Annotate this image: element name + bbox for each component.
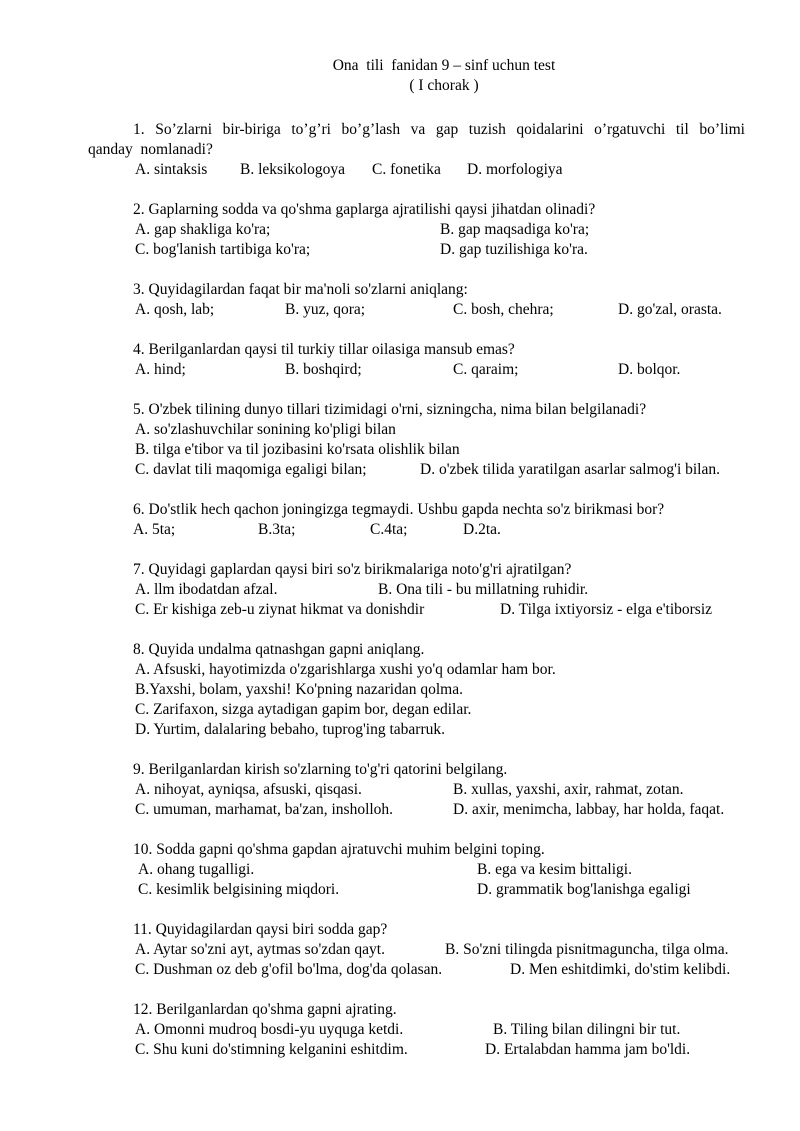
option-A: A. nihoyat, ayniqsa, afsuski, qisqasi. [135, 781, 362, 798]
option-B: B. Tiling bilan dilingni bir tut. [493, 1021, 681, 1038]
question-line [88, 660, 756, 680]
option-D: D. axir, menimcha, labbay, har holda, faqat. [453, 801, 725, 818]
question-line [88, 600, 756, 620]
question-stem: 2. Gaplarning sodda va qo'shma gaplarga ajratilishi qaysi jihatdan olinadi? [133, 201, 596, 218]
question-line [88, 960, 756, 980]
question-line [88, 640, 756, 660]
option-B: B. boshqird; [285, 361, 362, 378]
option-A: A. ohang tugalligi. [138, 861, 255, 878]
option-C: C. umuman, marhamat, ba'zan, insholloh. [135, 801, 394, 818]
document-title: Ona tili fanidan 9 – sinf uchun test [332, 57, 556, 74]
option-D: D. Tilga ixtiyorsiz - elga e'tiborsiz [500, 601, 713, 618]
option-A: A. llm ibodatdan afzal. [135, 581, 278, 598]
question-line [88, 460, 756, 480]
option-A: A. 5ta; [133, 521, 176, 538]
question-4 [88, 340, 756, 380]
option-A: A. qosh, lab; [135, 301, 215, 318]
question-stem: 7. Quyidagi gaplardan qaysi biri so'z birikmalariga noto'g'ri ajratilgan? [133, 561, 572, 578]
option-D: D. Men eshitdimki, do'stim kelibdi. [510, 961, 731, 978]
question-stem: 12. Berilganlardan qo'shma gapni ajrating. [133, 1001, 397, 1018]
question-line [88, 400, 756, 420]
question-line [88, 720, 756, 740]
question-line [88, 1040, 756, 1060]
question-line [88, 200, 756, 220]
question-line [88, 1000, 756, 1020]
option-D: D. morfologiya [467, 161, 563, 178]
question-line [88, 420, 756, 440]
question-3 [88, 280, 756, 320]
option-A: A. sintaksis [135, 161, 208, 178]
option-C: C. Shu kuni do'stimning kelganini eshitdim. [135, 1041, 408, 1058]
question-line [88, 680, 756, 700]
option-C: C. bog'lanish tartibiga ko'ra; [135, 241, 311, 258]
question-line [88, 560, 756, 580]
question-line [88, 840, 756, 860]
question-line [88, 120, 756, 140]
question-line [88, 140, 756, 160]
question-line [88, 1020, 756, 1040]
option-A: A. Afsuski, hayotimizda o'zgarishlarga xushi yo'q odamlar ham bor. [135, 661, 556, 678]
question-line [88, 340, 756, 360]
question-line [88, 280, 756, 300]
option-C: C. Er kishiga zeb-u ziynat hikmat va donishdir [135, 601, 425, 618]
question-line [88, 300, 756, 320]
question-line [88, 940, 756, 960]
question-line [88, 360, 756, 380]
option-A: A. Aytar so'zni ayt, aytmas so'zdan qayt. [135, 941, 385, 958]
question-line [88, 160, 756, 180]
option-A: A. hind; [135, 361, 186, 378]
question-2 [88, 200, 756, 260]
question-line [88, 780, 756, 800]
question-stem: 10. Sodda gapni qo'shma gapdan ajratuvchi muhim belgini toping. [133, 841, 545, 858]
question-line [88, 500, 756, 520]
question-line [88, 240, 756, 260]
option-D: D. bolqor. [618, 361, 681, 378]
option-B: B.3ta; [258, 521, 296, 538]
option-A: A. Omonni mudroq bosdi-yu uyquga ketdi. [135, 1021, 404, 1038]
option-C: C. Zarifaxon, sizga aytadigan gapim bor, degan edilar. [135, 701, 472, 718]
question-line [88, 800, 756, 820]
option-D: D. go'zal, orasta. [618, 301, 722, 318]
document-header [88, 0, 800, 96]
question-line [88, 760, 756, 780]
question-6 [88, 500, 756, 540]
option-B: B. xullas, yaxshi, axir, rahmat, zotan. [453, 781, 684, 798]
option-D: D.2ta. [463, 521, 501, 538]
option-D: D. Yurtim, dalalaring bebaho, tuprog'ing tabarruk. [135, 721, 445, 738]
question-stem: 1. So’zlarni bir-biriga to’g’ri bo’g’lash va gap tuzish qoidalarini o’rgatuvchi til bo’limi [133, 121, 745, 138]
question-stem: 9. Berilganlardan kirish so'zlarning to'g'ri qatorini belgilang. [133, 761, 508, 778]
question-line [88, 220, 756, 240]
question-line [88, 920, 756, 940]
option-C: C. kesimlik belgisining miqdori. [138, 881, 340, 898]
option-A: A. gap shakliga ko'ra; [135, 221, 271, 238]
option-D: D. o'zbek tilida yaratilgan asarlar salmog'i bilan. [420, 461, 720, 478]
question-8 [88, 640, 756, 740]
option-D: D. Ertalabdan hamma jam bo'ldi. [485, 1041, 691, 1058]
question-stem: 6. Do'stlik hech qachon joningizga tegmaydi. Ushbu gapda nechta so'z birikmasi bor? [133, 501, 665, 518]
question-12 [88, 1000, 756, 1060]
option-C: C. davlat tili maqomiga egaligi bilan; [135, 461, 367, 478]
option-B: B. leksikologoya [240, 161, 346, 178]
option-C: C.4ta; [370, 521, 408, 538]
option-B: B.Yaxshi, bolam, yaxshi! Ko'pning nazaridan qolma. [135, 681, 463, 698]
question-stem: 4. Berilganlardan qaysi til turkiy tillar oilasiga mansub emas? [133, 341, 515, 358]
question-stem: 5. O'zbek tilining dunyo tillari tizimidagi o'rni, sizningcha, nima bilan belgilanadi? [133, 401, 647, 418]
option-D: D. grammatik bog'lanishga egaligi [477, 881, 691, 898]
option-C: C. bosh, chehra; [453, 301, 554, 318]
question-line [88, 860, 756, 880]
question-line [88, 520, 756, 540]
question-7 [88, 560, 756, 620]
question-line [88, 880, 756, 900]
question-stem-continued: qanday nomlanadi? [88, 141, 213, 158]
question-10 [88, 840, 756, 900]
question-stem: 11. Quyidagilardan qaysi biri sodda gap? [133, 921, 388, 938]
option-A: A. so'zlashuvchilar sonining ko'pligi bilan [135, 421, 396, 438]
option-C: C. Dushman oz deb g'ofil bo'lma, dog'da qolasan. [135, 961, 443, 978]
question-line [88, 440, 756, 460]
question-5 [88, 400, 756, 480]
question-11 [88, 920, 756, 980]
option-C: C. qaraim; [453, 361, 519, 378]
option-C: C. fonetika [372, 161, 441, 178]
question-9 [88, 760, 756, 820]
option-B: B. ega va kesim bittaligi. [477, 861, 632, 878]
question-stem: 3. Quyidagilardan faqat bir ma'noli so'zlarni aniqlang: [133, 281, 468, 298]
option-B: B. gap maqsadiga ko'ra; [440, 221, 590, 238]
option-B: B. tilga e'tibor va til jozibasini ko'rsata olishlik bilan [135, 441, 460, 458]
option-B: B. Ona tili - bu millatning ruhidir. [378, 581, 589, 598]
questions-list [88, 120, 756, 1060]
option-B: B. So'zni tilingda pisnitmaguncha, tilga olma. [445, 941, 729, 958]
question-1 [88, 120, 756, 180]
option-D: D. gap tuzilishiga ko'ra. [440, 241, 588, 258]
option-B: B. yuz, qora; [285, 301, 366, 318]
question-line [88, 700, 756, 720]
question-line [88, 580, 756, 600]
document-subtitle: ( I chorak ) [409, 77, 479, 94]
question-stem: 8. Quyida undalma qatnashgan gapni aniqlang. [133, 641, 425, 658]
